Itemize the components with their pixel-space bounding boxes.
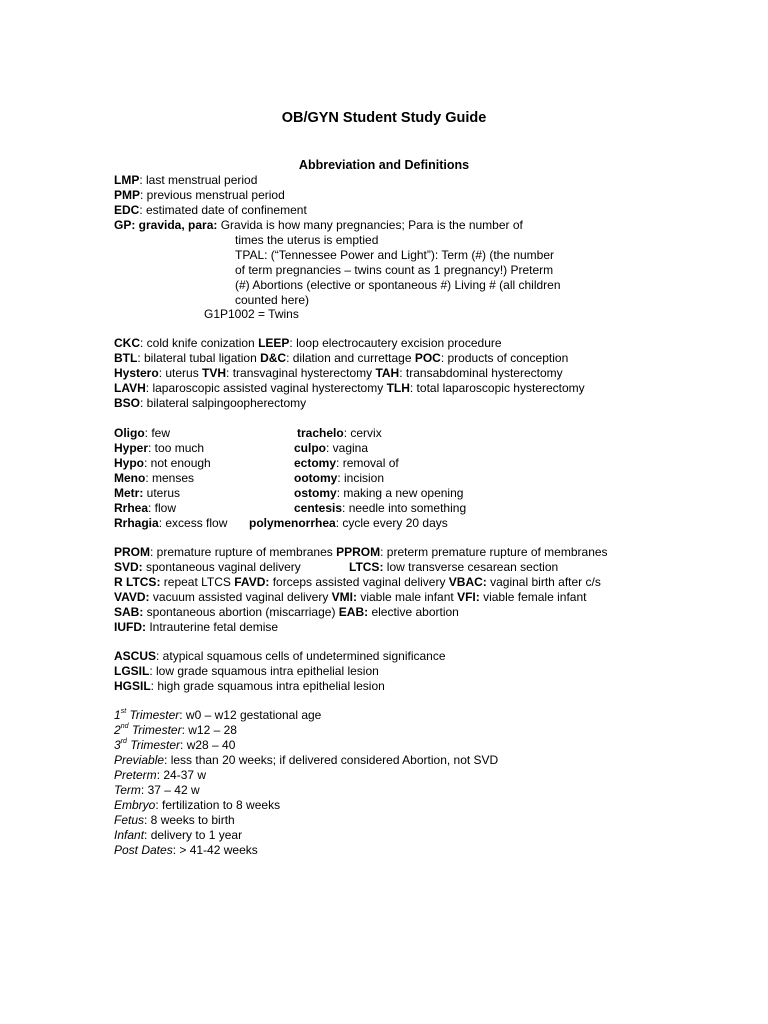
entry-hgsil: HGSIL: high grade squamous intra epithelial lesion xyxy=(114,679,385,693)
root-metr: Metr: uterus xyxy=(114,486,181,500)
entry-third-trimester: 3rd Trimester: w28 – 40 xyxy=(114,738,236,752)
entry-hystero-tvh-tah: Hystero: uterus TVH: transvaginal hysterectomy TAH: transabdominal hysterectomy xyxy=(114,366,563,380)
root-polymenorrhea: polymenorrhea: cycle every 20 days xyxy=(249,516,448,530)
root-rrhea: Rrhea: flow xyxy=(114,501,177,515)
entry-ckc-leep: CKC: cold knife conization LEEP: loop electrocautery excision procedure xyxy=(114,336,502,350)
section-subtitle: Abbreviation and Definitions xyxy=(298,158,470,172)
entry-vavd-vmi-vfi: VAVD: vacuum assisted vaginal delivery VMI: viable male infant VFI: viable female infant xyxy=(114,590,587,604)
tpal-line-1: TPAL: (“Tennessee Power and Light”): Term (#) (the number xyxy=(235,248,555,262)
entry-previable: Previable: less than 20 weeks; if delivered considered Abortion, not SVD xyxy=(114,753,499,767)
entry-pmp: PMP: previous menstrual period xyxy=(114,188,285,202)
entry-lavh-tlh: LAVH: laparoscopic assisted vaginal hysterectomy TLH: total laparoscopic hysterectomy xyxy=(114,381,585,395)
entry-rltcs-favd-vbac: R LTCS: repeat LTCS FAVD: forceps assisted vaginal delivery VBAC: vaginal birth after c/s xyxy=(114,575,601,589)
entry-term: Term: 37 – 42 w xyxy=(114,783,200,797)
entry-bso: BSO: bilateral salpingoopherectomy xyxy=(114,396,307,410)
entry-ltcs: LTCS: low transverse cesarean section xyxy=(349,560,559,574)
root-ootomy: ootomy: incision xyxy=(294,471,385,485)
entry-gp-cont: times the uterus is emptied xyxy=(235,233,379,247)
root-rrhagia: Rrhagia: excess flow xyxy=(114,516,228,530)
gp-example: G1P1002 = Twins xyxy=(204,307,299,321)
entry-gp: GP: gravida, para: Gravida is how many pregnancies; Para is the number of xyxy=(114,218,523,232)
root-meno: Meno: menses xyxy=(114,471,195,485)
entry-post-dates: Post Dates: > 41-42 weeks xyxy=(114,843,258,857)
root-ostomy: ostomy: making a new opening xyxy=(294,486,464,500)
entry-sab-eab: SAB: spontaneous abortion (miscarriage) EAB: elective abortion xyxy=(114,605,459,619)
entry-first-trimester: 1st Trimester: w0 – w12 gestational age xyxy=(114,708,322,722)
entry-second-trimester: 2nd Trimester: w12 – 28 xyxy=(114,723,237,737)
entry-lmp: LMP: last menstrual period xyxy=(114,173,258,187)
root-culpo: culpo: vagina xyxy=(294,441,369,455)
entry-fetus: Fetus: 8 weeks to birth xyxy=(114,813,235,827)
entry-preterm: Preterm: 24-37 w xyxy=(114,768,207,782)
entry-edc: EDC: estimated date of confinement xyxy=(114,203,307,217)
root-hypo: Hypo: not enough xyxy=(114,456,211,470)
tpal-line-2: of term pregnancies – twins count as 1 pregnancy!) Preterm xyxy=(235,263,554,277)
entry-btl-dc-poc: BTL: bilateral tubal ligation D&C: dilation and currettage POC: products of conception xyxy=(114,351,569,365)
root-trachelo: trachelo: cervix xyxy=(297,426,382,440)
tpal-line-3: (#) Abortions (elective or spontaneous #) Living # (all children xyxy=(235,278,561,292)
root-oligo: Oligo: few xyxy=(114,426,171,440)
entry-iufd: IUFD: Intrauterine fetal demise xyxy=(114,620,279,634)
entry-lgsil: LGSIL: low grade squamous intra epithelial lesion xyxy=(114,664,379,678)
page-title: OB/GYN Student Study Guide xyxy=(281,110,487,126)
root-hyper: Hyper: too much xyxy=(114,441,205,455)
entry-svd: SVD: spontaneous vaginal delivery xyxy=(114,560,301,574)
tpal-line-4: counted here) xyxy=(235,293,310,307)
entry-ascus: ASCUS: atypical squamous cells of undetermined significance xyxy=(114,649,446,663)
entry-infant: Infant: delivery to 1 year xyxy=(114,828,243,842)
entry-prom-pprom: PROM: premature rupture of membranes PPROM: preterm premature rupture of membranes xyxy=(114,545,608,559)
root-centesis: centesis: needle into something xyxy=(294,501,467,515)
root-ectomy: ectomy: removal of xyxy=(294,456,399,470)
entry-embryo: Embryo: fertilization to 8 weeks xyxy=(114,798,281,812)
